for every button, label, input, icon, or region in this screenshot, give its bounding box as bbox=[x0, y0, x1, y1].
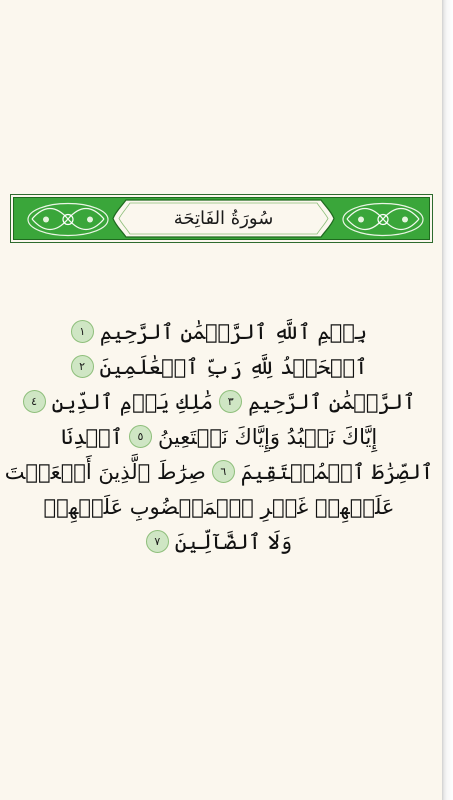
verse-text[interactable]: ٱهۡدِنَا bbox=[60, 424, 123, 449]
verses-block bbox=[4, 314, 434, 559]
verse-line-5 bbox=[4, 454, 434, 489]
floral-ornament-right-icon bbox=[341, 201, 425, 238]
verse-text[interactable]: ٱلصِّرَٰطَ ٱلۡمُسۡتَقِيمَ bbox=[240, 459, 434, 484]
verse-line-1 bbox=[18, 314, 420, 349]
verse-number-marker[interactable]: ٥ bbox=[129, 425, 152, 448]
verse-text[interactable]: بِسۡمِ ٱللَّهِ ٱلرَّحۡمَٰنِ ٱلرَّحِيمِ bbox=[99, 319, 368, 344]
verse-line-6 bbox=[18, 489, 420, 524]
verse-text[interactable]: ٱلۡحَمۡدُ لِلَّهِ رَبِّ ٱلۡعَٰلَمِينَ bbox=[99, 354, 368, 379]
verse-number-marker[interactable]: ٣ bbox=[219, 390, 242, 413]
verse-text[interactable]: مَٰلِكِ يَوۡمِ ٱلدِّينِ bbox=[51, 389, 214, 414]
verse-number-marker[interactable]: ٤ bbox=[23, 390, 46, 413]
verse-number-marker[interactable]: ٢ bbox=[71, 355, 94, 378]
verse-line-7 bbox=[18, 524, 420, 559]
page-edge-shadow bbox=[442, 0, 453, 800]
verse-text[interactable]: ٱلرَّحۡمَٰنِ ٱلرَّحِيمِ bbox=[248, 389, 416, 414]
floral-ornament-left-icon bbox=[26, 201, 110, 238]
verse-number-marker[interactable]: ١ bbox=[71, 320, 94, 343]
surah-header-banner bbox=[10, 194, 433, 243]
verse-number-marker[interactable]: ٧ bbox=[146, 530, 169, 553]
verse-number-marker[interactable]: ٦ bbox=[212, 460, 235, 483]
verse-text[interactable]: إِيَّاكَ نَعۡبُدُ وَإِيَّاكَ نَسۡتَعِينُ bbox=[157, 424, 378, 449]
verse-line-4 bbox=[18, 419, 420, 454]
verse-text[interactable]: وَلَا ٱلضَّآلِّينَ bbox=[174, 529, 293, 554]
verse-line-2 bbox=[18, 349, 420, 384]
verse-line-3 bbox=[18, 384, 420, 419]
surah-title: سُورَةُ الفَاتِحَة bbox=[173, 208, 274, 229]
verse-text[interactable]: عَلَيۡهِمۡ غَيۡرِ ٱلۡمَغۡضُوبِ عَلَيۡهِمۡ bbox=[43, 494, 395, 519]
verse-text[interactable]: صِرَٰطَ ٱلَّذِينَ أَنۡعَمۡتَ bbox=[4, 459, 206, 484]
surah-title-wrap bbox=[112, 199, 335, 238]
banner-green-band bbox=[13, 197, 430, 240]
